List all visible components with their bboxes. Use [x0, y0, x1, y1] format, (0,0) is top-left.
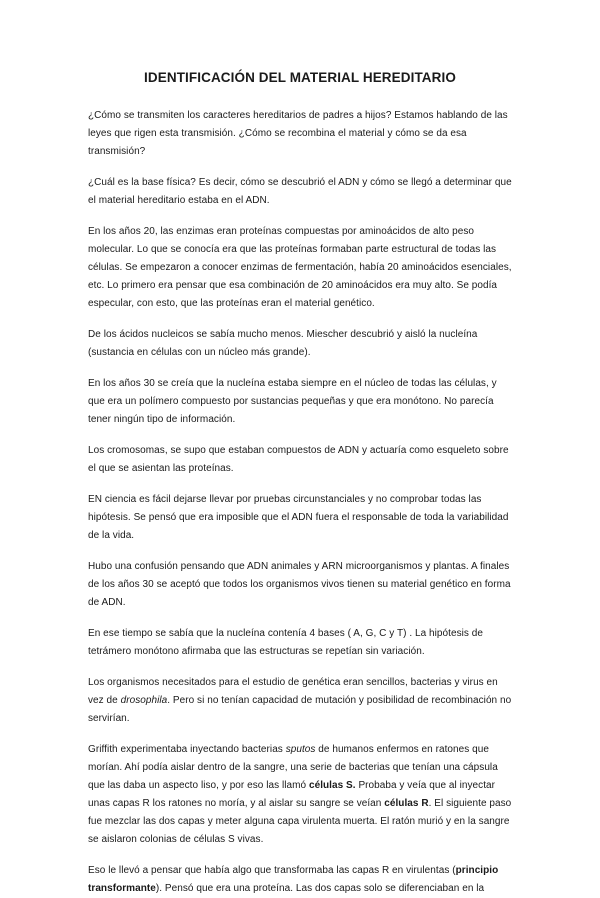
text-run: . Pero si no tenían capacidad de mutación y posibilidad de recombinación no servirían. — [88, 695, 512, 724]
paragraph: En los años 20, las enzimas eran proteínas compuestas por aminoácidos de alto peso molecular. Lo que se conocía era que las proteínas formaban parte estructural de todas las células. Se empezaron a conocer enzimas de fermentación, había 20 aminoácidos esenciales, etc. Lo primero era pensar que esa combinación de 20 aminoácidos era muy alto. Se podía especular, con esto, que las proteínas eran el material genético. — [88, 226, 512, 309]
text-run: de humanos enfermos en ratones que morían. Ahí podía aislar dentro de la sangre, una serie de bacterias que tenían una cápsula que las daba un aspecto liso, y por eso las llamó — [88, 744, 498, 791]
text-run: Griffith experimentaba inyectando bacterias — [88, 744, 286, 755]
bold-term: células S. — [308, 780, 356, 791]
text-run: . El siguiente paso fue mezclar las dos capas y meter alguna capa virulenta muerta. El ratón murió y en la sangre se aislaron colonias de células S vivas. — [88, 798, 512, 845]
text-run: Probaba y veía que al inyectar unas capas R los ratones no moría, y al aislar su sangre se veían — [88, 780, 496, 809]
paragraph — [88, 862, 512, 898]
paragraph: De los ácidos nucleicos se sabía mucho menos. Miescher descubrió y aisló la nucleína (sustancia en células con un núcleo más grande). — [88, 329, 478, 358]
paragraph: Los cromosomas, se supo que estaban compuestos de ADN y actuaría como esqueleto sobre el que se asientan las proteínas. — [88, 445, 509, 474]
bold-term: células R — [384, 798, 429, 809]
paragraph — [88, 674, 512, 728]
paragraph: En los años 30 se creía que la nucleína estaba siempre en el núcleo de todas las células, y que era un polímero compuesto por sustancias pequeñas y que era monótono. No parecía tener ningún tipo de información. — [88, 378, 497, 425]
text-run: Los organismos necesitados para el estudio de genética eran sencillos, bacterias y virus en vez de — [88, 677, 498, 706]
page-title: IDENTIFICACIÓN DEL MATERIAL HEREDITARIO — [144, 70, 456, 85]
paragraph: EN ciencia es fácil dejarse llevar por pruebas circunstanciales y no comprobar todas las hipótesis. Se pensó que era imposible que el ADN fuera el responsable de toda la variabilidad de la vida. — [88, 494, 509, 541]
italic-term: sputos — [285, 744, 316, 755]
paragraph: ¿Cómo se transmiten los caracteres hereditarios de padres a hijos? Estamos hablando de las leyes que rigen esta transmisión. ¿Cómo se recombina el material y cómo se da esa transmisión? — [88, 110, 508, 157]
paragraph: ¿Cuál es la base física? Es decir, cómo se descubrió el ADN y cómo se llegó a determinar que el material hereditario estaba en el ADN. — [88, 177, 512, 206]
bold-term: principio transformante — [88, 865, 499, 894]
paragraph: En ese tiempo se sabía que la nucleína contenía 4 bases ( A, G, C y T) . La hipótesis de tetrámero monótono afirmaba que las estructuras se repetían sin variación. — [88, 628, 483, 657]
paragraph — [88, 741, 512, 849]
text-run: Eso le llevó a pensar que había algo que transformaba las capas R en virulentas ( — [88, 865, 456, 876]
paragraph: Hubo una confusión pensando que ADN animales y ARN microorganismos y plantas. A finales de los años 30 se aceptó que todos los organismos vivos tienen su material genético en forma de ADN. — [88, 561, 511, 608]
italic-term: drosophila — [120, 695, 168, 706]
text-run: ). Pensó que era una proteína. Las dos capas solo se diferenciaban en la — [155, 883, 485, 894]
